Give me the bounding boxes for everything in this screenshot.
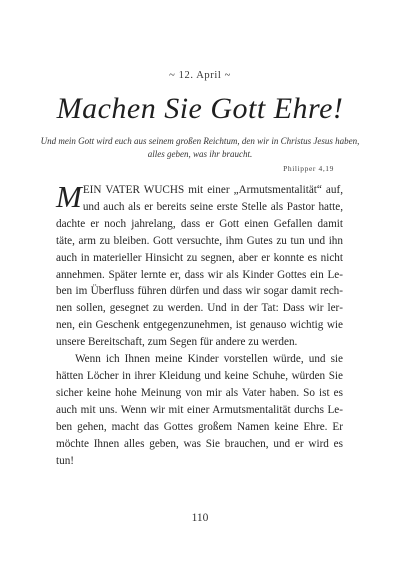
paragraph-2: Wenn ich Ihnen meine Kinder vorstellen würde, und sie hätten Löcher in ihrer Kleidung und keine Schuhe, würden Sie sicher keine hohe Meinung von mir als Vater haben. So ist es auch mit uns. Wenn wir mit einer Armutsmentalität durchs Leben gehen, macht das Gottes großem Namen keine Ehre. Er möchte Ihnen alles geben, was Sie brauchen, und er wird es tun! [56,353,343,467]
page-number: 110 [191,512,209,524]
paragraph-1-text: EIN VATER WUCHS mit einer „Armutsmentalität“ auf, und auch als er bereits seine erste Stelle als Pastor hatte, dachte er noch jahrelang, dass er Gott einen Gefallen damit täte, arm zu bleiben. Gott versuchte, ihm Gutes zu tun und ihn auch in materieller Hinsicht zu segnen, aber er konnte es nicht annehmen. Später lernte er, dass wir als Kinder Gottes ein Leben im Überfluss führen dürfen und dass wir sogar damit rechnen sollen, gesegnet zu werden. Und in der Tat: Dass wir lernen, ein Geschenk entgegenzunehmen, ist genauso wichtig wie unsere Bereitschaft, zum Segen für andere zu werden. [56,184,343,349]
paragraph-1 [56,179,343,351]
scripture-verse: Und mein Gott wird euch aus seinem großen Reichtum, den wir in Christus Jesus haben, alles geben, was ihr braucht. [40,136,360,159]
drop-cap-letter: M [56,179,82,214]
scripture-reference: Philipper 4,19 [283,164,334,173]
devotional-date: ~ 12. April ~ [169,70,231,81]
body-text [56,179,343,469]
page-title: Machen Sie Gott Ehre! [56,92,344,125]
